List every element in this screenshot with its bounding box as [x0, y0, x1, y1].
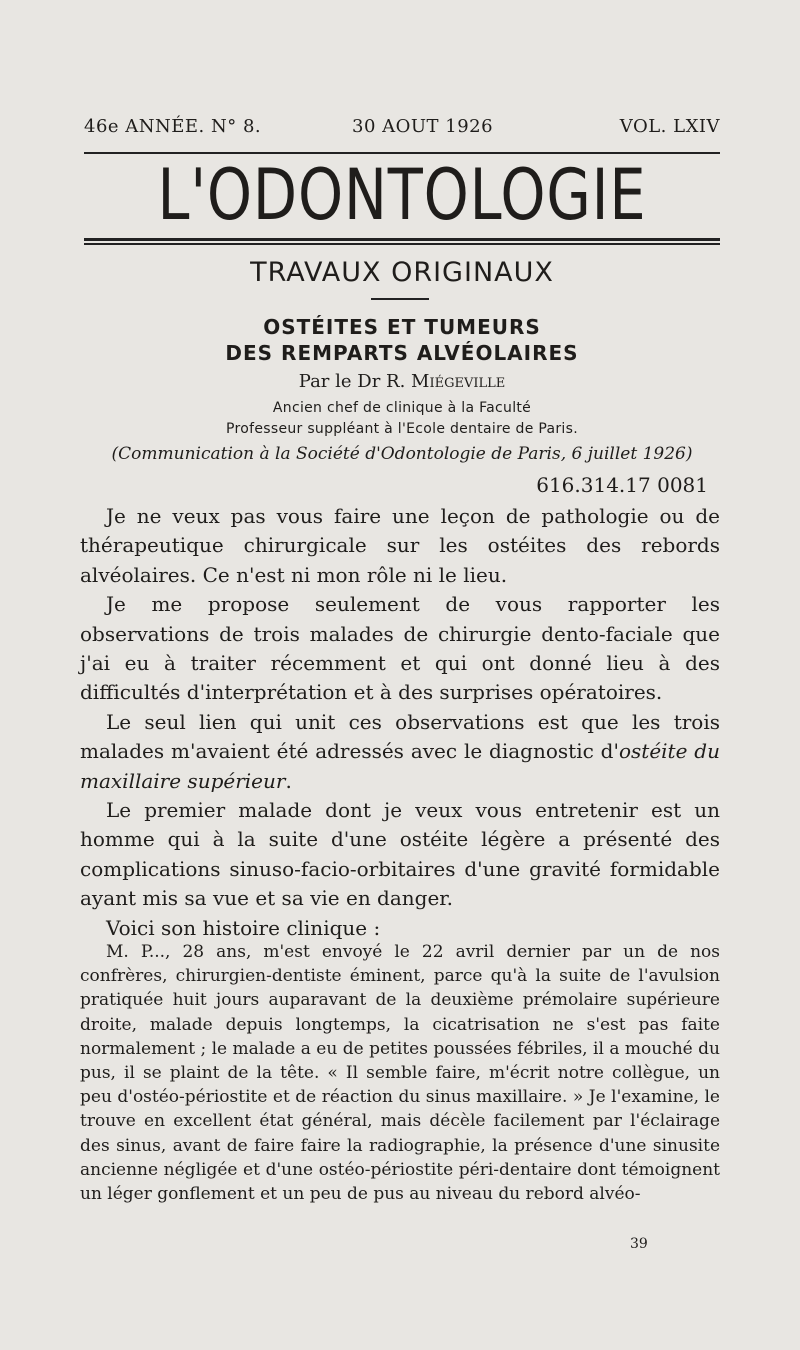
paragraph-2: Je me propose seulement de vous rapporter les observations de trois malades de chirurgie dento-faciale que j'ai eu à traiter récemment et qui ont donné lieu à des difficultés d'interprétation et à des surprises opératoires. [80, 592, 720, 705]
paragraph-3-diagnosis: ostéite du maxillaire supérieur [80, 739, 720, 793]
paragraph-3 [80, 708, 720, 796]
paragraph-3-text: Le seul lien qui unit ces observations est que les trois malades m'avaient été adressés avec le diagnostic d' [80, 709, 720, 764]
issue-number: 46e ANNÉE. N° 8. [84, 116, 262, 137]
classification-number: 616.314.17 0081 [536, 473, 708, 497]
article-title-line1: OSTÉITES ET TUMEURS [263, 315, 541, 339]
affiliation-line2: Professeur suppléant à l'Ecole dentaire de Paris. [226, 421, 578, 437]
byline [84, 370, 720, 394]
page-number: 39 [630, 1236, 648, 1252]
article-body-small [80, 940, 720, 1206]
journal-title: L'ODONTOLOGIE [157, 154, 647, 236]
paragraph-6: M. P..., 28 ans, m'est envoyé le 22 avril dernier par un de nos confrères, chirurgien-dentiste éminent, parce qu'à la suite de l'avulsion pratiquée huit jours auparavant de la deuxième prémolaire supérieure droite, malade depuis longtemps, la cicatrisation ne s'est pas faite normalement ; le malade a eu de petites poussées fébriles, il a mouché du pus, il se plaint de la tête. « Il semble faire, m'écrit notre collègue, un peu d'ostéo-périostite et de réaction du sinus maxillaire. » Je l'examine, le trouve en excellent état général, mais décèle facilement par l'éclairage des sinus, avant de faire faire la radiographie, la présence d'une sinusite ancienne négligée et d'une ostéo-périostite péri-dentaire dont témoignent un léger gonflement et un peu de pus au niveau du rebord alvéo- [80, 942, 720, 1205]
section-heading: TRAVAUX ORIGINAUX [250, 257, 554, 288]
article-body-large [80, 502, 720, 943]
title-rule-lower [84, 243, 720, 245]
volume-number: VOL. LXIV [619, 116, 720, 137]
author-name: Miégeville [411, 371, 506, 392]
title-rule-upper [84, 238, 720, 241]
paragraph-3-end: . [285, 768, 292, 793]
article-title-line2: DES REMPARTS ALVÉOLAIRES [225, 341, 579, 365]
paragraph-5: Voici son histoire clinique : [106, 915, 381, 940]
section-divider [371, 298, 429, 300]
affiliation-line1: Ancien chef de clinique à la Faculté [272, 400, 532, 416]
byline-prefix: Par le Dr R. [298, 371, 412, 392]
paragraph-4: Le premier malade dont je veux vous entretenir est un homme qui à la suite d'une ostéite légère a présenté des complications sinuso-facio-orbitaires d'une gravité formidable ayant mis sa vue et sa vie en danger. [80, 798, 720, 911]
issue-date: 30 AOUT 1926 [352, 116, 494, 137]
communication-note: (Communication à la Société d'Odontologie de Paris, 6 juillet 1926) [111, 444, 693, 464]
running-header [84, 116, 720, 142]
paragraph-1: Je ne veux pas vous faire une leçon de pathologie ou de thérapeutique chirurgicale sur les ostéites des rebords alvéolaires. Ce n'est ni mon rôle ni le lieu. [80, 504, 720, 587]
